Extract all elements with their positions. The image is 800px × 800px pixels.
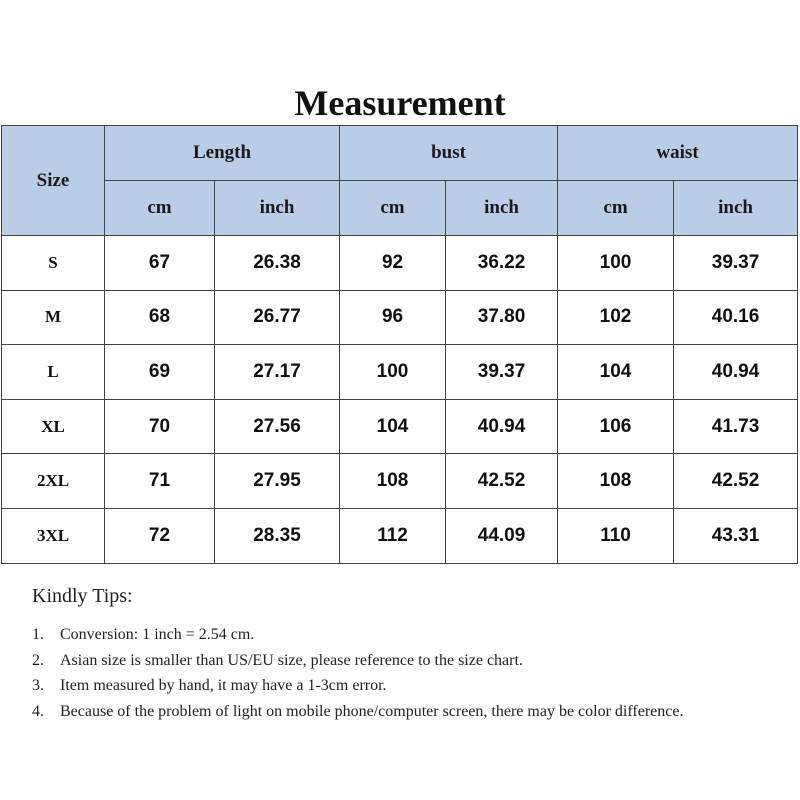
table-row [2, 345, 798, 400]
value-cell: 104 [558, 345, 674, 400]
header-row-units [2, 181, 798, 236]
value-cell: 104 [340, 399, 446, 454]
header-row-groups [2, 126, 798, 181]
value-cell: 27.95 [215, 454, 340, 509]
tips-section [32, 582, 772, 724]
tips-list [32, 622, 772, 724]
table-row [2, 454, 798, 509]
tip-number: 1. [32, 626, 44, 643]
value-cell: 28.35 [215, 508, 340, 563]
value-cell: 108 [558, 454, 674, 509]
table-row [2, 290, 798, 345]
unit-header: inch [215, 181, 340, 236]
value-cell: 40.16 [674, 290, 798, 345]
value-cell: 67 [105, 236, 215, 291]
value-cell: 100 [340, 345, 446, 400]
value-cell: 69 [105, 345, 215, 400]
value-cell: 39.37 [674, 236, 798, 291]
tip-number: 2. [32, 651, 44, 669]
unit-header: inch [446, 181, 558, 236]
value-cell: 40.94 [674, 345, 798, 400]
value-cell: 68 [105, 290, 215, 345]
value-cell: 70 [105, 399, 215, 454]
value-cell: 100 [558, 236, 674, 291]
value-cell: 96 [340, 290, 446, 345]
value-cell: 27.56 [215, 399, 340, 454]
value-cell: 106 [558, 399, 674, 454]
list-item [32, 673, 772, 699]
tip-number: 3. [32, 677, 44, 694]
size-cell: 2XL [2, 454, 105, 509]
tip-text: Conversion: 1 inch = 2.54 cm. [60, 626, 255, 643]
value-cell: 41.73 [674, 399, 798, 454]
unit-header: cm [340, 181, 446, 236]
page-title: Measurement [294, 83, 506, 123]
size-cell: M [2, 290, 105, 345]
value-cell: 42.52 [674, 454, 798, 509]
group-header-length: Length [105, 126, 340, 181]
size-chart-table [1, 125, 798, 564]
table-row [2, 236, 798, 291]
table-row [2, 508, 798, 563]
value-cell: 108 [340, 454, 446, 509]
value-cell: 39.37 [446, 345, 558, 400]
value-cell: 37.80 [446, 290, 558, 345]
value-cell: 71 [105, 454, 215, 509]
tip-text: Asian size is smaller than US/EU size, please reference to the size chart. [60, 651, 523, 669]
tip-number: 4. [32, 702, 44, 720]
list-item [32, 699, 772, 725]
value-cell: 36.22 [446, 236, 558, 291]
value-cell: 92 [340, 236, 446, 291]
tips-heading: Kindly Tips: [32, 585, 133, 607]
value-cell: 40.94 [446, 399, 558, 454]
unit-header: cm [558, 181, 674, 236]
value-cell: 27.17 [215, 345, 340, 400]
size-cell: L [2, 345, 105, 400]
value-cell: 26.38 [215, 236, 340, 291]
value-cell: 72 [105, 508, 215, 563]
group-header-bust: bust [340, 126, 558, 181]
size-header: Size [2, 126, 105, 236]
value-cell: 44.09 [446, 508, 558, 563]
unit-header: cm [105, 181, 215, 236]
size-cell: S [2, 236, 105, 291]
tip-text: Because of the problem of light on mobile phone/computer screen, there may be color difference. [60, 702, 684, 720]
list-item [32, 622, 772, 648]
size-cell: XL [2, 399, 105, 454]
size-cell: 3XL [2, 508, 105, 563]
list-item [32, 648, 772, 674]
value-cell: 43.31 [674, 508, 798, 563]
value-cell: 112 [340, 508, 446, 563]
value-cell: 102 [558, 290, 674, 345]
group-header-waist: waist [558, 126, 798, 181]
value-cell: 42.52 [446, 454, 558, 509]
table-row [2, 399, 798, 454]
value-cell: 26.77 [215, 290, 340, 345]
value-cell: 110 [558, 508, 674, 563]
unit-header: inch [674, 181, 798, 236]
tip-text: Item measured by hand, it may have a 1-3cm error. [60, 677, 387, 694]
